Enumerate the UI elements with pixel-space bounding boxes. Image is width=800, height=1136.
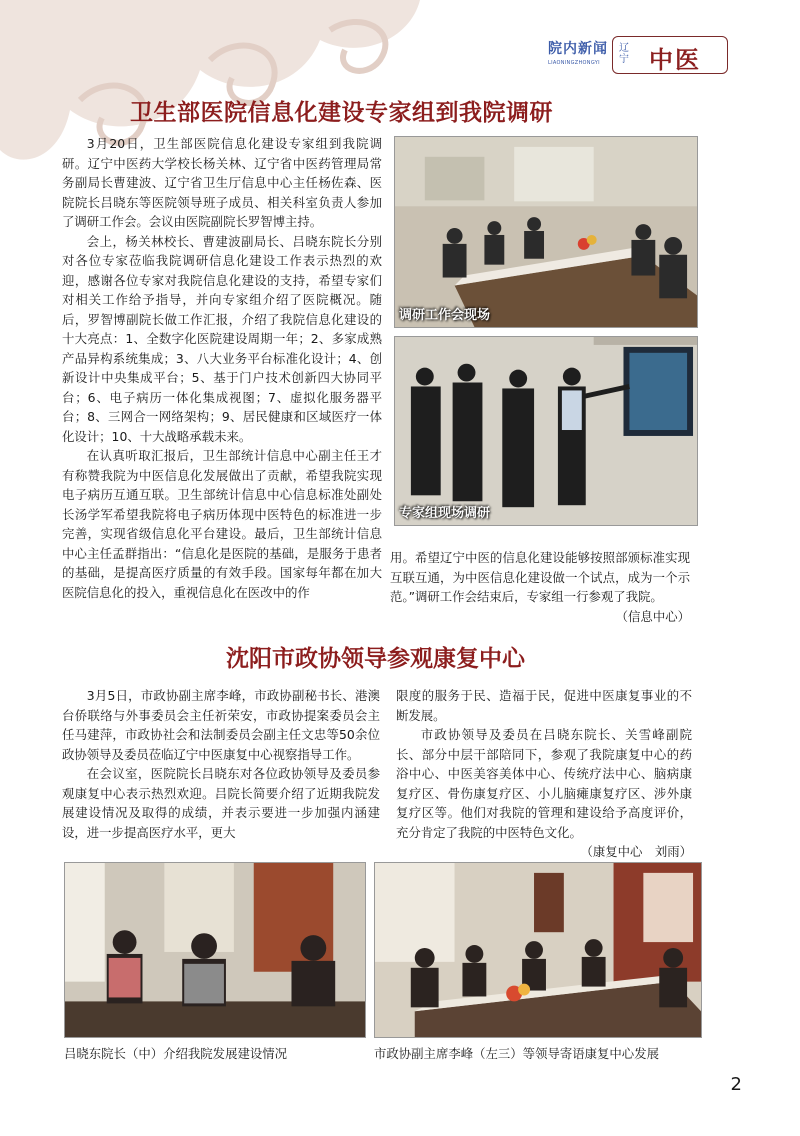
photo-inspection	[394, 336, 698, 526]
header-brand	[544, 36, 744, 80]
brand-logo-main: 中医	[649, 45, 701, 74]
photo3-caption: 吕晓东院长（中）介绍我院发展建设情况	[64, 1046, 288, 1061]
article1-paragraph: 会上，杨关林校长、曹建波副局长、吕晓东院长分别对各位专家莅临我院调研信息化建设工作表示热烈的欢迎，感谢各位专家对我院信息化建设的支持，希望专家们对相关工作给予指导，并向专家组介绍了医院概况。随后，罗智博副院长做工作汇报，介绍了我院信息化建设的十大亮点：1、全数字化医院建设周期一年；2、多家成熟产品异构系统集成；3、八大业务平台标准化设计；4、创新设计中央集成平台；5、基于门户技术创新四大协同平台；6、电子病历一体化集成视图；7、虚拟化服务器平台；8、三网合一网络架构；9、居民健康和区域医疗一体化设计；10、十大战略承载未来。	[62, 233, 382, 444]
article2-paragraph: 在会议室，医院院长吕晓东对各位政协领导及委员参观康复中心表示热烈欢迎。吕院长简要介绍了近期我院发展建设情况及取得的成绩，并表示要进一步加强内涵建设，进一步提高医疗水平，更大	[62, 766, 380, 840]
article1-paragraph-continued: 用。希望辽宁中医的信息化建设能够按照部颁标准实现互联互通，为中医信息化建设做一个试点，成为一个示范。”调研工作会结束后，专家组一行参观了我院。	[390, 550, 690, 604]
article2-signature: （康复中心 刘雨）	[580, 844, 692, 859]
article2-title: 沈阳市政协领导参观康复中心	[226, 645, 525, 672]
brand-logo	[612, 36, 728, 74]
article2-paragraph: 3月5日，市政协副主席李峰，市政协副秘书长、港澳台侨联络与外事委员会主任祈荣安，市政协提案委员会主任马建萍，市政协社会和法制委员会副主任文忠等50余位政协领导及委员莅临辽宁中医康复中心视察指导工作。	[62, 688, 380, 762]
photo4-caption: 市政协副主席李峰（左三）等领导寄语康复中心发展	[374, 1046, 659, 1061]
section-label: 院内新闻	[548, 41, 608, 57]
article1-column2	[390, 548, 690, 626]
photo-visit	[374, 862, 702, 1038]
article1-paragraph: 3月20日，卫生部医院信息化建设专家组到我院调研。辽宁中医药大学校长杨关林、辽宁省中医药管理局常务副局长曹建波、辽宁省卫生厅信息中心主任杨佐森、医院院长吕晓东等医院领导班子成员、相关科室负责人参加了调研工作会。会议由医院副院长罗智博主持。	[62, 136, 382, 229]
article2-column1	[62, 686, 380, 842]
brand-logo-sub: 辽宁	[619, 43, 629, 65]
photo-meeting	[394, 136, 698, 328]
photo1-caption: 调研工作会现场	[399, 308, 491, 323]
article2-paragraph: 市政协领导及委员在吕晓东院长、关雪峰副院长、部分中层干部陪同下，参观了我院康复中心的药浴中心、中医美容美体中心、传统疗法中心、脑病康复疗区、骨伤康复疗区、小儿脑瘫康复疗区、涉外康复疗区等。他们对我院的管理和建设给予高度评价，充分肯定了我院的中医特色文化。	[396, 727, 692, 840]
page-number: 2	[730, 1074, 742, 1095]
article1-column1	[62, 134, 382, 602]
article2-paragraph-continued: 限度的服务于民、造福于民，促进中医康复事业的不断发展。	[396, 688, 692, 723]
brand-pinyin: LIAONINGZHONGYI	[548, 60, 600, 66]
photo2-caption: 专家组现场调研	[399, 506, 491, 521]
photo-briefing	[64, 862, 366, 1038]
article1-title: 卫生部医院信息化建设专家组到我院调研	[130, 99, 553, 126]
article2-column2	[396, 686, 692, 862]
article1-paragraph: 在认真听取汇报后，卫生部统计信息中心副主任王才有称赞我院为中医信息化发展做出了贡献，希望我院实现电子病历互通互联。卫生部统计信息中心信息标准处副处长汤学军希望我院将电子病历体现中医特色的标准进一步完善，实现省级信息化平台建设。最后，卫生部统计信息中心主任孟群指出：“信息化是医院的基础，是服务于患者的基础，是提高医疗质量的有效手段。国家每年都在加大医院信息化的投入，重视信息化在医改中的作	[62, 448, 382, 600]
article1-signature: （信息中心）	[615, 608, 690, 624]
